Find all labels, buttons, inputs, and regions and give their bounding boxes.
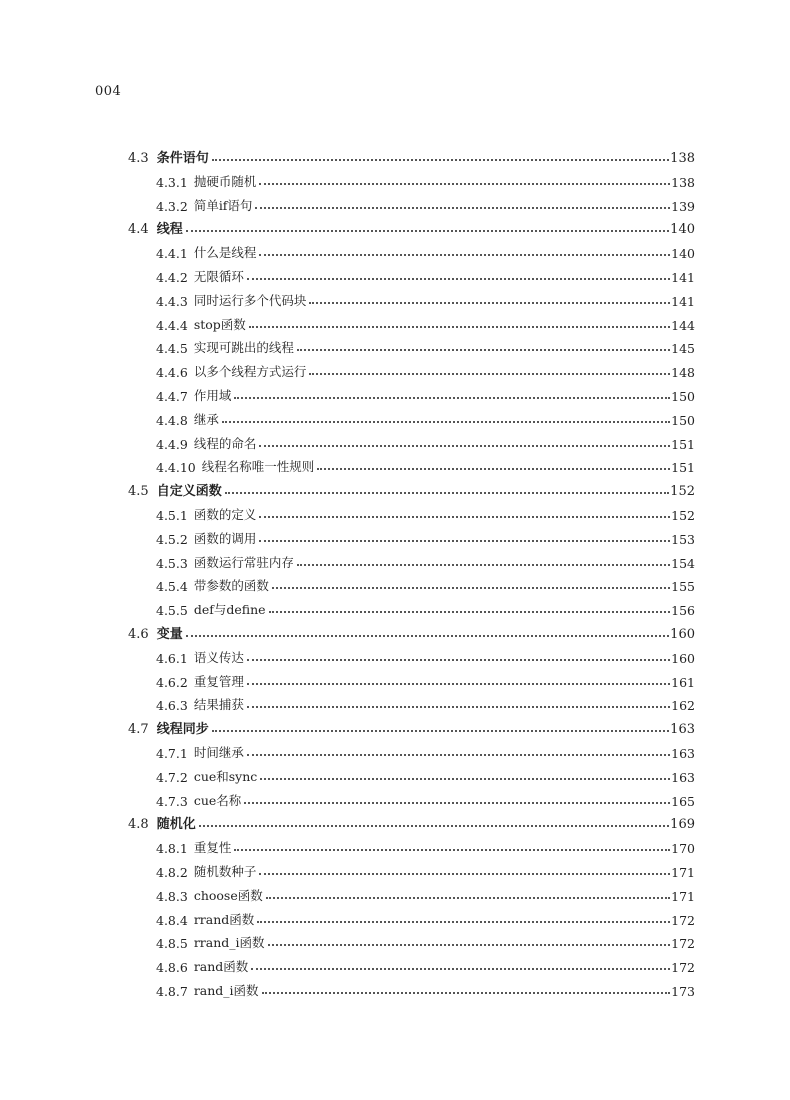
toc-dot-leader [225,492,669,494]
toc-section-entry [128,808,695,832]
toc-entry-title: rrand函数 [193,911,255,927]
toc-dot-leader [259,254,670,256]
toc-entry-number: 4.3.1 [156,174,188,190]
toc-entry-title: 变量 [156,627,183,642]
toc-entry-number: 4.8.2 [156,865,188,880]
toc-subsection-entry [156,166,695,190]
toc-subsection-entry [156,904,695,928]
toc-entry-page: 150 [671,412,695,428]
toc-entry-title: 线程名称唯一性规则 [201,459,315,475]
toc-entry-number: 4.3 [128,151,149,166]
toc-dot-leader [259,183,670,185]
toc-entry-title: choose函数 [193,887,263,903]
toc-entry-page: 170 [671,841,695,857]
toc-entry-title: 线程的命名 [193,435,257,451]
toc-subsection-entry [156,332,695,356]
toc-dot-leader [212,730,669,732]
toc-entry-title: cue名称 [193,792,242,808]
toc-entry-title: 以多个线程方式运行 [193,364,307,380]
toc-entry-page: 152 [670,484,695,500]
toc-entry-number: 4.7.2 [156,769,188,785]
toc-entry-number: 4.5.1 [156,508,188,523]
toc-entry-title: rand_i函数 [193,983,259,998]
toc-dot-leader [257,921,670,923]
toc-subsection-entry [156,880,695,904]
toc-entry-title: 什么是线程 [193,245,257,261]
toc-entry-page: 141 [671,293,695,309]
toc-entry-page: 154 [671,555,695,571]
toc-entry-number: 4.4.5 [156,341,188,357]
toc-entry-number: 4.6.2 [156,674,188,690]
toc-dot-leader [266,897,670,899]
toc-subsection-entry [156,927,695,951]
toc-subsection-entry [156,309,695,333]
toc-entry-number: 4.3.2 [156,198,188,214]
toc-subsection-entry [156,761,695,785]
toc-subsection-entry [156,356,695,380]
toc-subsection-entry [156,570,695,594]
toc-subsection-entry [156,547,695,571]
toc-entry-number: 4.8.3 [156,888,188,904]
toc-entry-number: 4.4 [128,222,149,238]
toc-entry-number: 4.8.4 [156,912,188,928]
toc-subsection-entry [156,594,695,618]
toc-entry-number: 4.4.1 [156,246,188,262]
toc-entry-page: 160 [671,650,695,666]
toc-entry-page: 152 [671,508,695,523]
toc-entry-title: 重复性 [193,840,232,856]
toc-dot-leader [269,611,671,613]
toc-entry-number: 4.4.3 [156,293,188,309]
toc-subsection-entry [156,261,695,285]
toc-entry-title: rrand_i函数 [193,935,265,951]
toc-entry-page: 162 [671,698,695,714]
toc-entry-number: 4.4.10 [156,460,196,476]
toc-entry-title: 同时运行多个代码块 [193,292,307,308]
toc-entry-number: 4.8 [128,817,149,833]
toc-dot-leader [247,278,670,280]
toc-subsection-entry [156,785,695,809]
toc-dot-leader [247,683,670,685]
toc-dot-leader [222,421,670,423]
toc-entry-title: 函数的定义 [193,507,257,522]
toc-entry-title: 语义传达 [193,649,244,665]
toc-entry-page: 163 [671,769,695,785]
toc-entry-title: 函数运行常驻内存 [193,554,294,570]
toc-entry-page: 150 [671,389,695,404]
toc-subsection-entry [156,951,695,975]
toc-entry-title: 简单if语句 [193,197,253,213]
toc-subsection-entry [156,285,695,309]
toc-section-entry [128,713,695,737]
toc-entry-number: 4.5.5 [156,603,188,619]
toc-entry-title: 随机化 [156,817,196,833]
toc-dot-leader [262,992,671,994]
toc-subsection-entry [156,642,695,666]
toc-section-entry [128,213,695,237]
toc-subsection-entry [156,499,695,523]
toc-entry-page: 160 [670,627,695,642]
toc-entry-page: 161 [671,674,695,690]
toc-entry-title: rand函数 [193,959,249,975]
toc-entry-title: 线程 [156,222,183,238]
toc-dot-leader [247,754,670,756]
toc-dot-leader [259,540,670,542]
toc-dot-leader [268,944,671,946]
toc-entry-page: 153 [671,531,695,547]
toc-subsection-entry [156,404,695,428]
toc-entry-number: 4.5.4 [156,579,188,595]
toc-entry-number: 4.8.5 [156,936,188,952]
toc-dot-leader [259,445,670,447]
toc-dot-leader [251,968,670,970]
toc-dot-leader [309,302,670,304]
toc-entry-number: 4.5.2 [156,531,188,547]
toc-entry-number: 4.4.2 [156,270,188,285]
toc-dot-leader [234,849,670,851]
toc-section-entry [128,618,695,642]
toc-entry-page: 151 [671,460,695,476]
toc-entry-title: cue和sync [193,768,258,784]
toc-dot-leader [255,207,670,209]
toc-dot-leader [259,873,670,875]
toc-entry-page: 141 [671,270,695,285]
toc-section-entry [128,475,695,499]
toc-entry-page: 172 [671,936,695,952]
toc-dot-leader [234,397,670,399]
toc-entry-number: 4.6 [128,627,149,642]
toc-subsection-entry [156,975,695,999]
toc-section-entry [128,142,695,166]
toc-subsection-entry [156,856,695,880]
toc-entry-page: 140 [670,222,695,238]
toc-entry-number: 4.7.1 [156,746,188,761]
toc-entry-number: 4.8.6 [156,960,188,976]
toc-dot-leader [297,349,670,351]
toc-subsection-entry [156,237,695,261]
toc-entry-number: 4.6.1 [156,650,188,666]
toc-subsection-entry [156,523,695,547]
toc-entry-page: 163 [671,746,695,761]
toc-entry-page: 144 [671,317,695,333]
toc-dot-leader [186,230,669,232]
toc-entry-title: 随机数种子 [193,864,257,879]
toc-entry-page: 171 [671,888,695,904]
toc-entry-page: 138 [670,151,695,166]
toc-subsection-entry [156,380,695,404]
toc-entry-title: 无限循环 [193,269,244,284]
toc-entry-title: 条件语句 [156,151,209,166]
toc-dot-leader [247,659,670,661]
toc-subsection-entry [156,666,695,690]
toc-entry-title: 作用域 [193,388,232,403]
toc-entry-title: 结果捕获 [193,697,244,713]
toc-entry-number: 4.4.6 [156,365,188,381]
toc-entry-title: 时间继承 [193,745,244,760]
toc-entry-page: 138 [671,174,695,190]
toc-dot-leader [244,802,670,804]
toc-dot-leader [272,587,670,589]
toc-entry-title: def与define [193,602,266,618]
toc-entry-page: 163 [670,722,695,738]
toc-entry-title: 线程同步 [156,722,209,738]
toc-entry-number: 4.8.7 [156,984,188,999]
toc-entry-number: 4.5 [128,484,149,500]
toc-entry-page: 155 [671,579,695,595]
toc-entry-number: 4.4.8 [156,412,188,428]
toc-entry-page: 173 [671,984,695,999]
toc-dot-leader [249,326,670,328]
toc-entry-number: 4.4.7 [156,389,188,404]
toc-subsection-entry [156,190,695,214]
toc-entry-title: 重复管理 [193,673,244,689]
toc-entry-number: 4.7.3 [156,793,188,809]
toc-dot-leader [260,778,670,780]
toc-entry-page: 172 [671,912,695,928]
toc-entry-page: 140 [671,246,695,262]
toc-entry-number: 4.4.9 [156,436,188,452]
toc-entry-number: 4.6.3 [156,698,188,714]
toc-subsection-entry [156,451,695,475]
page-number: 004 [95,84,122,99]
toc-entry-title: 抛硬币随机 [193,173,257,189]
toc-subsection-entry [156,689,695,713]
toc-entry-number: 4.8.1 [156,841,188,857]
toc-dot-leader [317,468,670,470]
toc-dot-leader [309,373,670,375]
toc-entry-number: 4.4.4 [156,317,188,333]
toc-dot-leader [259,516,670,518]
toc-entry-page: 145 [671,341,695,357]
toc-entry-page: 172 [671,960,695,976]
toc-entry-page: 151 [671,436,695,452]
toc-entry-number: 4.5.3 [156,555,188,571]
toc-entry-title: 自定义函数 [156,484,222,500]
toc-entry-title: 继承 [193,411,219,427]
toc-entry-title: 函数的调用 [193,530,257,546]
toc-dot-leader [247,706,670,708]
toc-subsection-entry [156,832,695,856]
toc-subsection-entry [156,737,695,761]
toc-entry-page: 171 [671,865,695,880]
toc-entry-number: 4.7 [128,722,149,738]
toc-entry-title: 带参数的函数 [193,578,269,594]
toc-entry-page: 139 [671,198,695,214]
toc-entry-page: 148 [671,365,695,381]
toc-subsection-entry [156,428,695,452]
toc-dot-leader [186,635,669,637]
toc-entry-page: 169 [670,817,695,833]
toc-dot-leader [199,825,669,827]
toc-dot-leader [297,564,670,566]
toc-entry-page: 156 [671,603,695,619]
toc-entry-title: 实现可跳出的线程 [193,340,294,356]
toc-entry-page: 165 [671,793,695,809]
toc-dot-leader [212,159,669,161]
toc-entry-title: stop函数 [193,316,246,332]
